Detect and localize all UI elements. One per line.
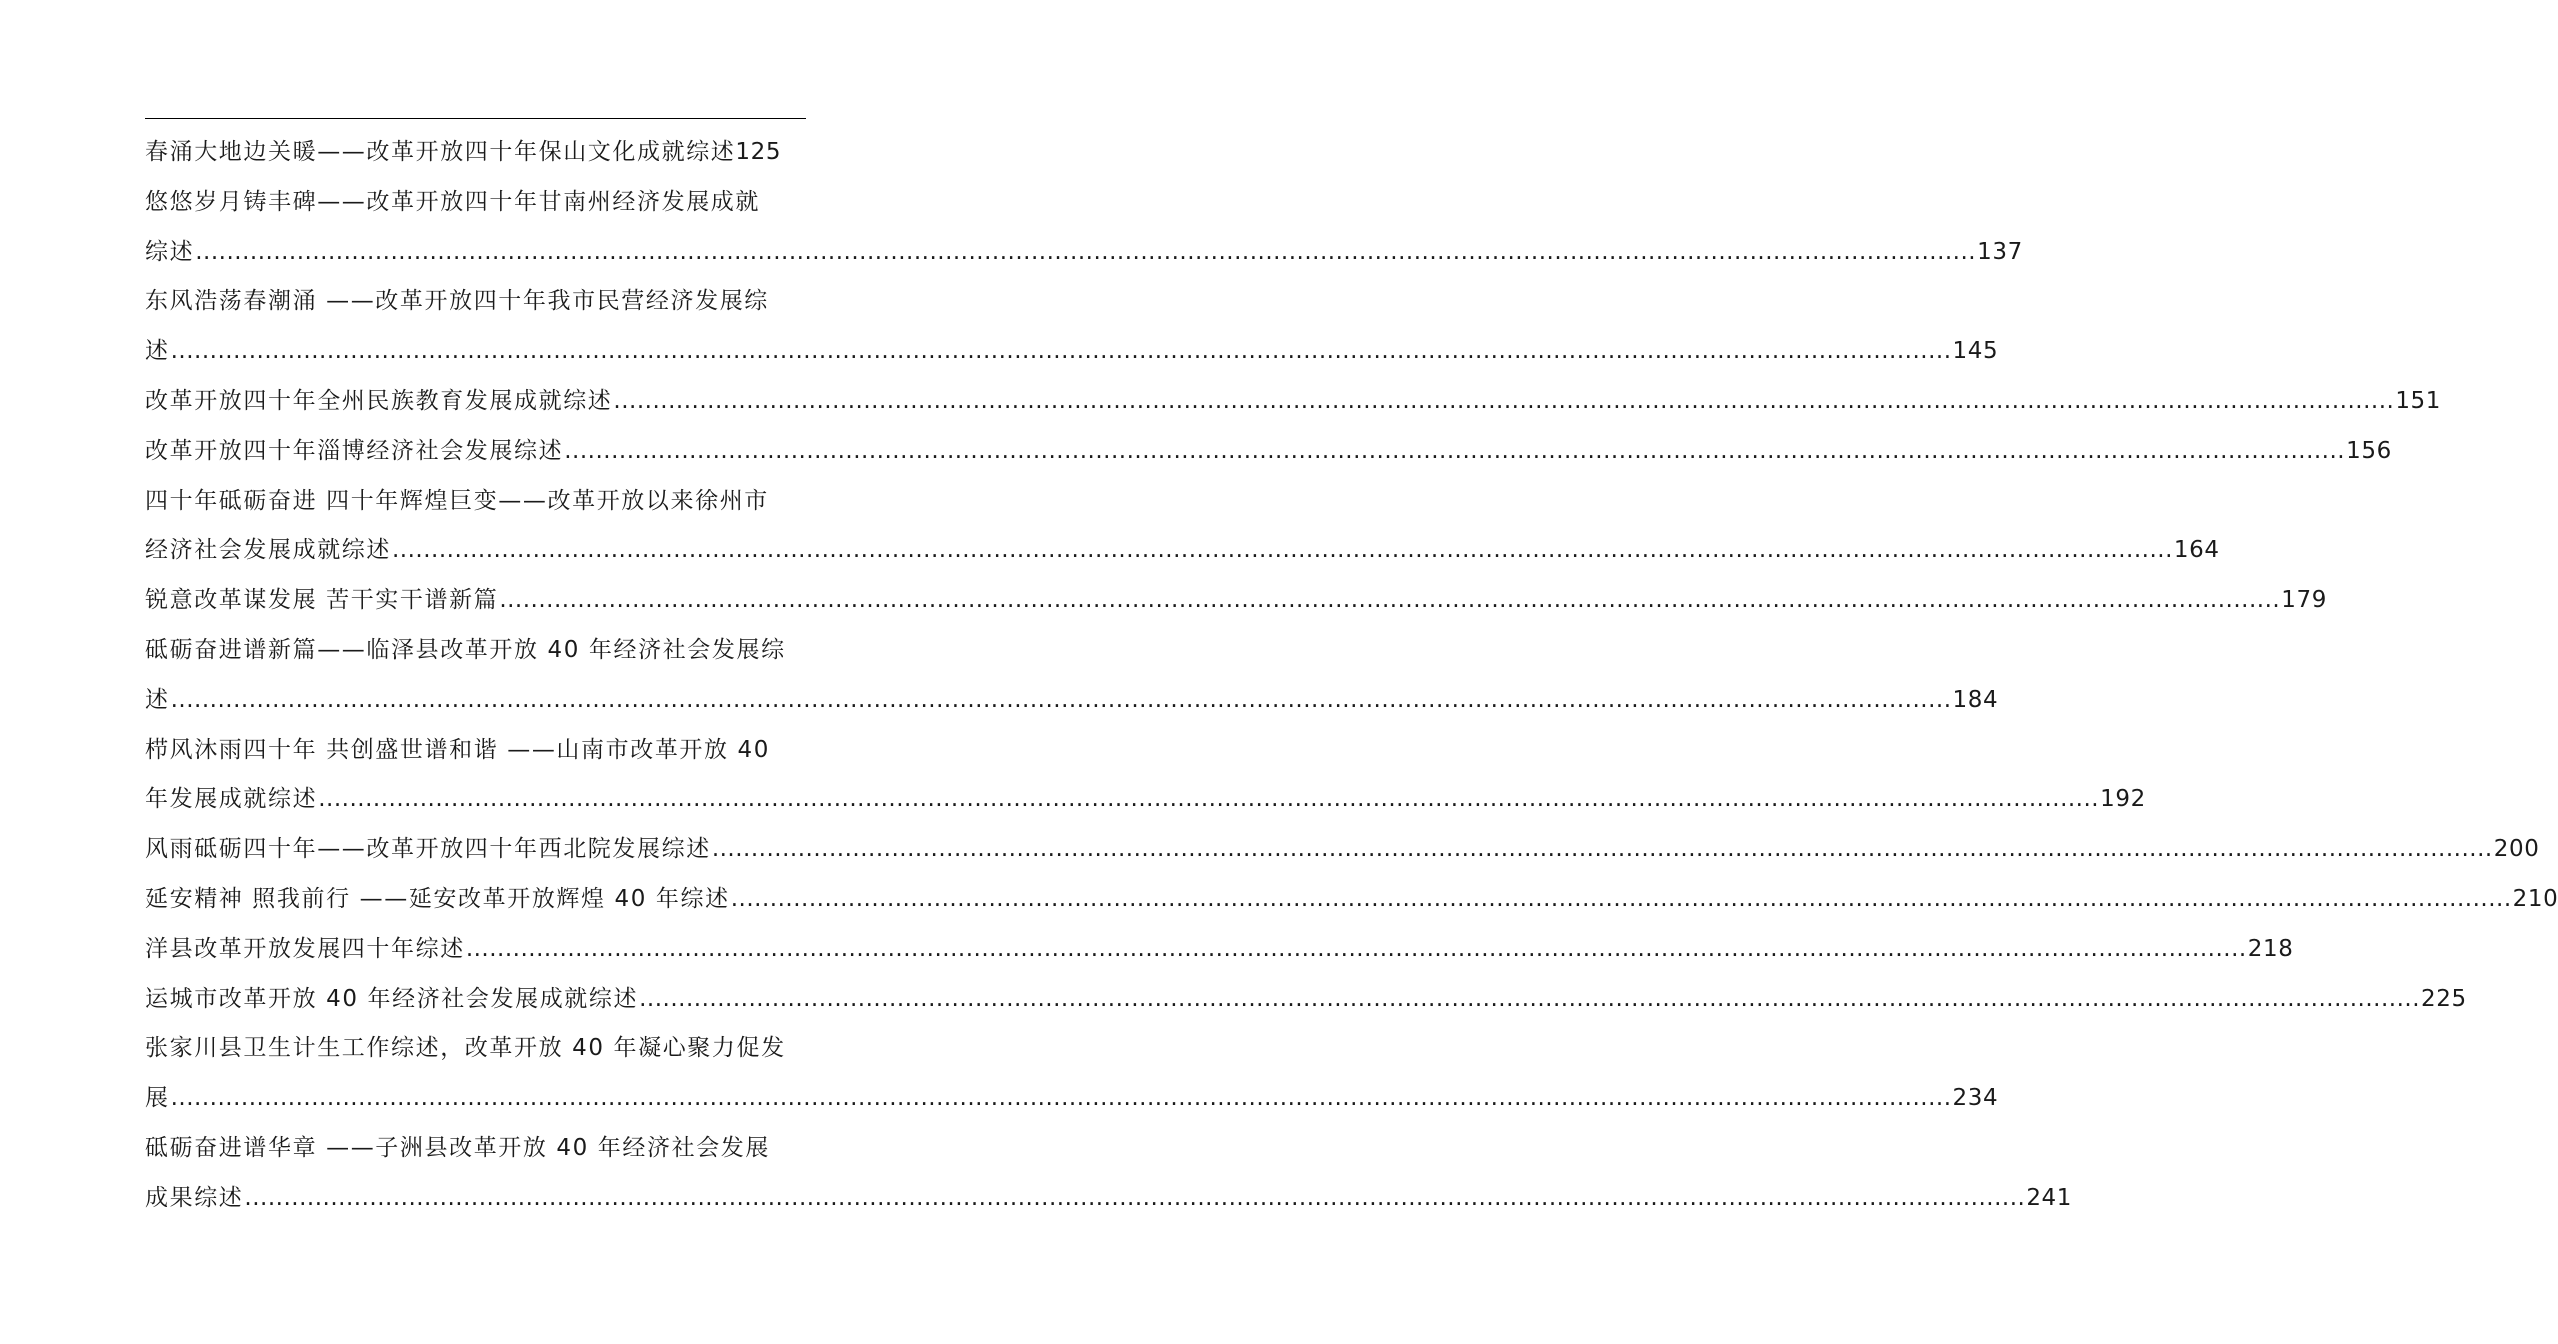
dot-leader bbox=[391, 526, 2174, 576]
toc-entry-title: 洋县改革开放发展四十年综述 bbox=[145, 935, 465, 962]
toc-line[interactable] bbox=[145, 676, 1999, 726]
toc-entry-title: 年发展成就综述 bbox=[145, 786, 318, 813]
dot-leader bbox=[730, 875, 2513, 925]
dot-leader bbox=[612, 377, 2395, 427]
toc-entry-title: 运城市改革开放 40 年经济社会发展成就综述 bbox=[145, 985, 639, 1012]
dot-leader bbox=[498, 576, 2281, 626]
toc-page-number: 234 bbox=[1952, 1085, 1999, 1112]
dot-leader bbox=[563, 427, 2346, 477]
table-of-contents bbox=[145, 128, 2558, 1224]
dot-leader bbox=[317, 775, 2100, 825]
toc-line[interactable] bbox=[145, 875, 2558, 925]
toc-page-number: 179 bbox=[2281, 587, 2327, 614]
toc-page-number: 218 bbox=[2247, 935, 2294, 962]
dot-leader bbox=[170, 1074, 1953, 1124]
toc-line[interactable] bbox=[145, 775, 2146, 825]
dot-leader bbox=[194, 228, 1977, 278]
toc-page-number: 151 bbox=[2395, 387, 2442, 414]
dot-leader bbox=[170, 676, 1953, 726]
toc-line[interactable] bbox=[145, 825, 2540, 875]
toc-line[interactable] bbox=[145, 427, 2392, 477]
toc-line[interactable] bbox=[145, 726, 806, 776]
toc-page-number: 164 bbox=[2173, 537, 2220, 564]
toc-line[interactable] bbox=[145, 1174, 2073, 1224]
toc-entry-title: 综述 bbox=[145, 238, 195, 265]
toc-page-number: 200 bbox=[2493, 836, 2540, 863]
toc-line[interactable] bbox=[145, 1024, 806, 1074]
toc-entry-title: 改革开放四十年淄博经济社会发展综述 bbox=[145, 437, 564, 464]
toc-entry-title: 张家川县卫生计生工作综述，改革开放 40 年凝心聚力促发 bbox=[145, 1035, 786, 1062]
toc-entry-title: 锐意改革谋发展 苦干实干谱新篇 bbox=[145, 587, 499, 614]
toc-entry-title: 栉风沐雨四十年 共创盛世谱和谐 ——山南市改革开放 40 bbox=[145, 736, 770, 763]
toc-page-number: 184 bbox=[1952, 686, 1999, 713]
toc-line[interactable] bbox=[145, 1124, 806, 1174]
toc-entry-title: 砥砺奋进谱新篇——临泽县改革开放 40 年经济社会发展综 bbox=[145, 636, 786, 663]
toc-line[interactable] bbox=[145, 526, 2220, 576]
dot-leader bbox=[638, 975, 2421, 1025]
toc-entry-title: 改革开放四十年全州民族教育发展成就综述 bbox=[145, 387, 613, 414]
toc-page-number: 225 bbox=[2421, 985, 2467, 1012]
toc-entry-title: 经济社会发展成就综述 bbox=[145, 537, 391, 564]
dot-leader bbox=[243, 1174, 2026, 1224]
toc-entry-title: 述 bbox=[145, 686, 170, 713]
toc-line[interactable] bbox=[145, 477, 806, 527]
toc-page-number: 145 bbox=[1952, 338, 1999, 365]
toc-entry-title: 砥砺奋进谱华章 ——子洲县改革开放 40 年经济社会发展 bbox=[145, 1134, 770, 1161]
toc-line[interactable] bbox=[145, 975, 2467, 1025]
toc-page-number: 156 bbox=[2346, 437, 2392, 464]
toc-entry-title: 悠悠岁月铸丰碑——改革开放四十年甘南州经济发展成就 bbox=[145, 188, 760, 215]
toc-line[interactable] bbox=[145, 128, 806, 178]
toc-entry-title: 春涌大地边关暖——改革开放四十年保山文化成就综述 bbox=[145, 139, 736, 165]
toc-page-number: 210 bbox=[2512, 885, 2558, 912]
toc-page-number: 137 bbox=[1977, 238, 2023, 265]
toc-page-number: 241 bbox=[2026, 1184, 2073, 1211]
toc-entry-title: 成果综述 bbox=[145, 1184, 244, 1211]
toc-line[interactable] bbox=[145, 626, 806, 676]
dot-leader bbox=[711, 825, 2494, 875]
dot-leader bbox=[465, 925, 2248, 975]
toc-line[interactable] bbox=[145, 576, 2327, 626]
toc-line[interactable] bbox=[145, 377, 2442, 427]
toc-page-number: 125 bbox=[735, 139, 782, 165]
toc-line[interactable] bbox=[145, 327, 1999, 377]
top-rule bbox=[145, 118, 806, 119]
toc-page-number: 192 bbox=[2100, 786, 2146, 813]
toc-entry-title: 展 bbox=[145, 1085, 170, 1112]
toc-line[interactable] bbox=[145, 178, 806, 228]
toc-entry-title: 风雨砥砺四十年——改革开放四十年西北院发展综述 bbox=[145, 836, 711, 863]
toc-entry-title: 四十年砥砺奋进 四十年辉煌巨变——改革开放以来徐州市 bbox=[145, 487, 769, 514]
toc-line[interactable] bbox=[145, 1074, 1999, 1124]
toc-line[interactable] bbox=[145, 925, 2294, 975]
toc-entry-title: 述 bbox=[145, 338, 170, 365]
dot-leader bbox=[170, 327, 1953, 377]
toc-entry-title: 东风浩荡春潮涌 ——改革开放四十年我市民营经济发展综 bbox=[145, 288, 769, 315]
toc-entry-title: 延安精神 照我前行 ——延安改革开放辉煌 40 年综述 bbox=[145, 885, 730, 912]
toc-line[interactable] bbox=[145, 228, 2023, 278]
toc-line[interactable] bbox=[145, 277, 806, 327]
